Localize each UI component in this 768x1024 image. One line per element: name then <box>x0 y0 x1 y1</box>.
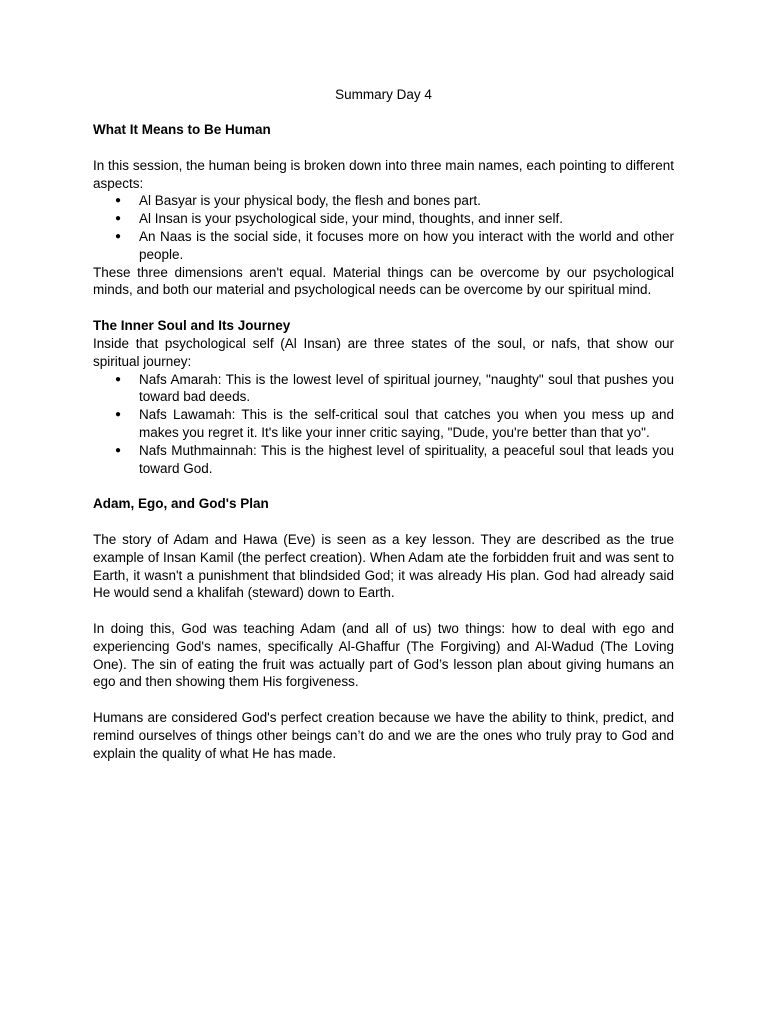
section3-paragraph-2: In doing this, God was teaching Adam (and all of us) two things: how to deal with ego and experiencing God's names, specifically Al-Ghaffur (The Forgiving) and Al-Wadud (The Loving One). The sin of eating the fruit was actually part of God’s lesson plan about giving humans an ego and then showing them His forgiveness. <box>93 620 674 690</box>
spacer <box>93 477 674 495</box>
spacer <box>93 299 674 317</box>
section1-intro: In this session, the human being is broken down into three main names, each pointing to different aspects: <box>93 157 674 191</box>
spacer <box>93 139 674 157</box>
section3-paragraph-3: Humans are considered God's perfect creation because we have the ability to think, predict, and remind ourselves of things other beings can’t do and we are the ones who truly pray to God and explain the quality of what He has made. <box>93 709 674 761</box>
nafs-list <box>93 371 674 478</box>
section-heading-soul: The Inner Soul and Its Journey <box>93 317 291 333</box>
list-item: ● Al Basyar is your physical body, the flesh and bones part. <box>93 192 674 210</box>
document-title: Summary Day 4 <box>335 87 432 102</box>
spacer <box>93 513 674 531</box>
list-item: ● An Naas is the social side, it focuses more on how you interact with the world and other people. <box>93 228 674 264</box>
list-item: ● Nafs Muthmainnah: This is the highest level of spirituality, a peaceful soul that leads you toward God. <box>93 442 674 478</box>
list-item: ● Nafs Lawamah: This is the self-critical soul that catches you when you mess up and makes you regret it. It's like your inner critic saying, "Dude, you're better than that yo". <box>93 406 674 442</box>
spacer <box>93 602 674 620</box>
section3-paragraph-1: The story of Adam and Hawa (Eve) is seen as a key lesson. They are described as the true example of Insan Kamil (the perfect creation). When Adam ate the forbidden fruit and was sent to Earth, it wasn't a punishment that blindsided God; it was already His plan. God had already said He would send a khalifah (steward) down to Earth. <box>93 531 674 601</box>
human-aspects-list <box>93 192 674 263</box>
list-item: ● Al Insan is your psychological side, your mind, thoughts, and inner self. <box>93 210 674 228</box>
section1-closing: These three dimensions aren't equal. Material things can be overcome by our psychological minds, and both our material and psychological needs can be overcome by our spiritual mind. <box>93 264 674 298</box>
section-heading-adam: Adam, Ego, and God's Plan <box>93 496 269 512</box>
list-item: ● Nafs Amarah: This is the lowest level of spiritual journey, "naughty" soul that pushes you toward bad deeds. <box>93 371 674 407</box>
section2-intro: Inside that psychological self (Al Insan) are three states of the soul, or nafs, that show our spiritual journey: <box>93 335 674 369</box>
spacer <box>93 691 674 709</box>
section-heading-human: What It Means to Be Human <box>93 122 271 137</box>
